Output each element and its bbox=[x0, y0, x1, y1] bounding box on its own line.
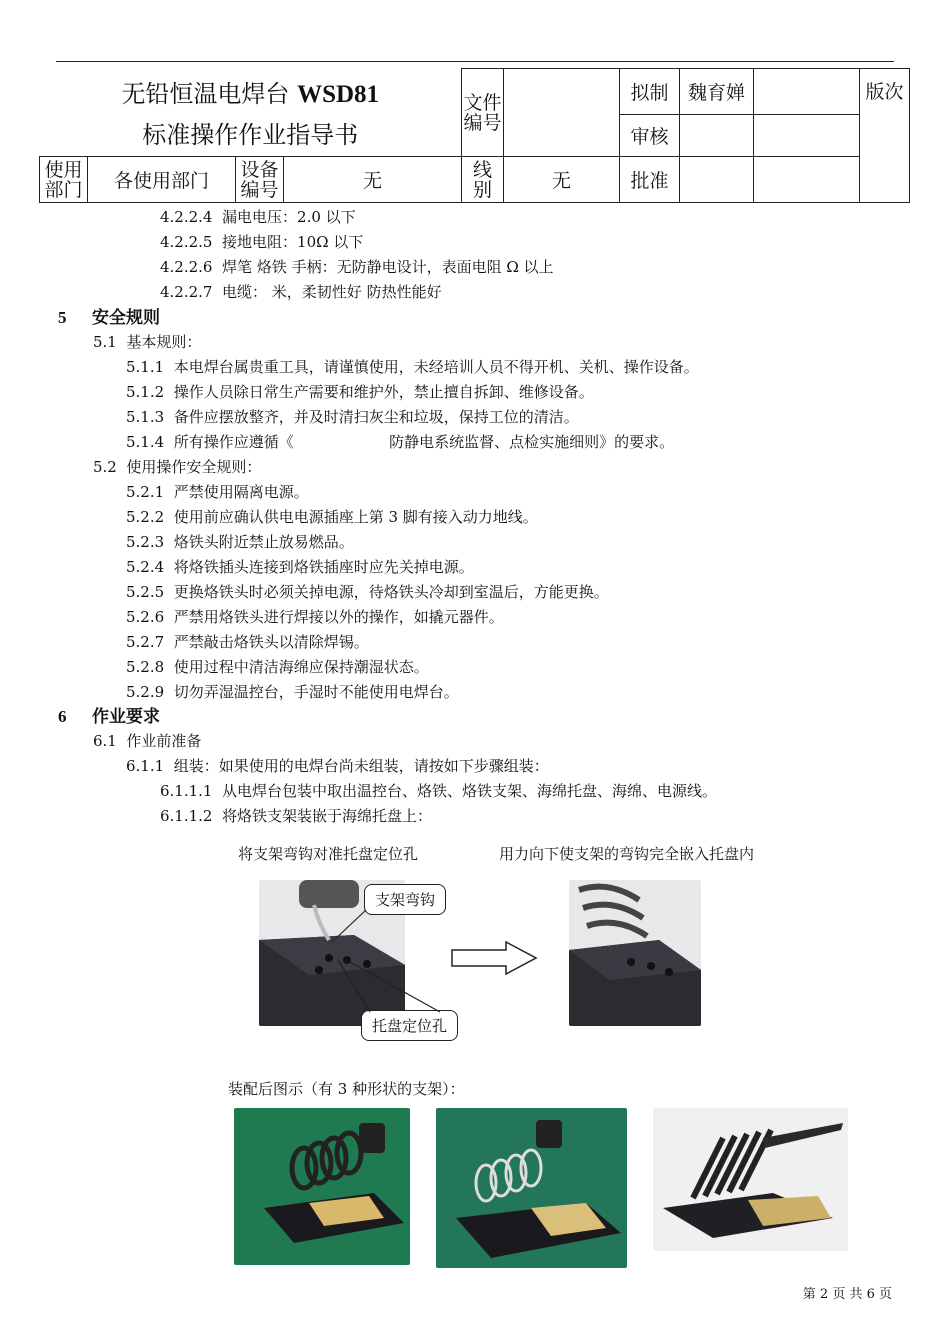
list-item: 5.2.4 将烙铁插头连接到烙铁插座时应先关掉电源。 bbox=[126, 558, 474, 576]
photo-assembled-3 bbox=[653, 1108, 848, 1251]
draft-label: 拟制 bbox=[620, 69, 680, 115]
list-item: 5.2.8 使用过程中清洁海绵应保持潮湿状态。 bbox=[126, 658, 429, 676]
doc-title-cell bbox=[40, 69, 462, 157]
header-table bbox=[39, 68, 910, 203]
equip-value: 无 bbox=[284, 157, 462, 203]
list-item: 5.2.9 切勿弄湿温控台，手湿时不能使用电焊台。 bbox=[126, 683, 459, 701]
subsection-5-1: 5.1 基本规则： bbox=[93, 333, 202, 351]
doc-title-model: WSD81 bbox=[297, 81, 380, 109]
list-item: 5.2.2 使用前应确认供电电源插座上第 3 脚有接入动力地线。 bbox=[126, 508, 538, 526]
subsection-6-1: 6.1 作业前准备 bbox=[93, 732, 202, 750]
list-item: 5.1.2 操作人员除日常生产需要和维护外，禁止擅自拆卸、维修设备。 bbox=[126, 383, 594, 401]
right-arrow-icon bbox=[450, 940, 540, 976]
list-item: 5.2.7 严禁敲击烙铁头以清除焊锡。 bbox=[126, 633, 369, 651]
approve-name bbox=[680, 157, 754, 203]
list-item: 4.2.2.6 焊笔 烙铁 手柄：无防静电设计，表面电阻 Ω 以上 bbox=[160, 258, 554, 276]
draft-name: 魏育婵 bbox=[680, 69, 754, 115]
figure-caption-right: 用力向下使支架的弯钩完全嵌入托盘内 bbox=[499, 845, 755, 863]
list-item: 5.2.3 烙铁头附近禁止放易燃品。 bbox=[126, 533, 354, 551]
list-item: 5.2.5 更换烙铁头时必须关掉电源，待烙铁头冷却到室温后，方能更换。 bbox=[126, 583, 609, 601]
list-item: 5.2.1 严禁使用隔离电源。 bbox=[126, 483, 309, 501]
subsection-5-2: 5.2 使用操作安全规则： bbox=[93, 458, 262, 476]
file-no-value bbox=[504, 69, 620, 157]
list-item: 6.1.1 组装：如果使用的电焊台尚未组装，请按如下步骤组装： bbox=[126, 757, 549, 775]
callout-leader-lines bbox=[320, 900, 460, 1020]
assembled-caption: 装配后图示（有 3 种形状的支架）： bbox=[228, 1080, 465, 1098]
doc-title-line1: 无铅恒温电焊台 bbox=[121, 80, 290, 109]
line-value: 无 bbox=[504, 157, 620, 203]
callout-tray-hole: 托盘定位孔 bbox=[361, 1010, 458, 1041]
list-item: 4.2.2.7 电缆： 米，柔韧性好 防热性能好 bbox=[160, 283, 442, 301]
photo-assembled-2 bbox=[436, 1108, 627, 1268]
equip-label: 设备 编号 bbox=[236, 157, 284, 203]
draft-date bbox=[754, 69, 860, 115]
doc-title-line2: 标准操作作业指导书 bbox=[142, 121, 359, 150]
callout-stand-hook: 支架弯钩 bbox=[364, 884, 446, 915]
version-label: 版次 bbox=[860, 69, 910, 203]
list-item: 5.1.3 备件应摆放整齐，并及时清扫灰尘和垃圾，保持工位的清洁。 bbox=[126, 408, 579, 426]
section-5-heading: 5 安全规则 bbox=[58, 308, 160, 328]
approve-label: 批准 bbox=[620, 157, 680, 203]
figure-caption-left: 将支架弯钩对准托盘定位孔 bbox=[238, 845, 419, 863]
section-6-heading: 6 作业要求 bbox=[58, 707, 160, 727]
list-item: 4.2.2.5 接地电阻：10Ω 以下 bbox=[160, 233, 364, 251]
list-item: 6.1.1.2 将烙铁支架装嵌于海绵托盘上： bbox=[160, 807, 433, 825]
line-label: 线 别 bbox=[462, 157, 504, 203]
header-top-rule bbox=[56, 61, 894, 62]
list-item: 5.2.6 严禁用烙铁头进行焊接以外的操作，如撬元器件。 bbox=[126, 608, 504, 626]
review-name bbox=[680, 115, 754, 157]
review-label: 审核 bbox=[620, 115, 680, 157]
file-no-label: 文件 编号 bbox=[462, 69, 504, 157]
dept-value: 各使用部门 bbox=[88, 157, 236, 203]
list-item: 5.1.4 所有操作应遵循《 防静电系统监督、点检实施细则》的要求。 bbox=[126, 433, 675, 451]
photo-assembled-1 bbox=[234, 1108, 410, 1265]
list-item: 5.1.1 本电焊台属贵重工具，请谨慎使用，未经培训人员不得开机、关机、操作设备。 bbox=[126, 358, 699, 376]
dept-label: 使用 部门 bbox=[40, 157, 88, 203]
approve-date bbox=[754, 157, 860, 203]
page-footer: 第 2 页 共 6 页 bbox=[802, 1287, 892, 1302]
list-item: 6.1.1.1 从电焊台包装中取出温控台、烙铁、烙铁支架、海绵托盘、海绵、电源线。 bbox=[160, 782, 718, 800]
photo-stand-after bbox=[569, 880, 701, 1026]
list-item: 4.2.2.4 漏电电压：2.0 以下 bbox=[160, 208, 356, 226]
review-date bbox=[754, 115, 860, 157]
